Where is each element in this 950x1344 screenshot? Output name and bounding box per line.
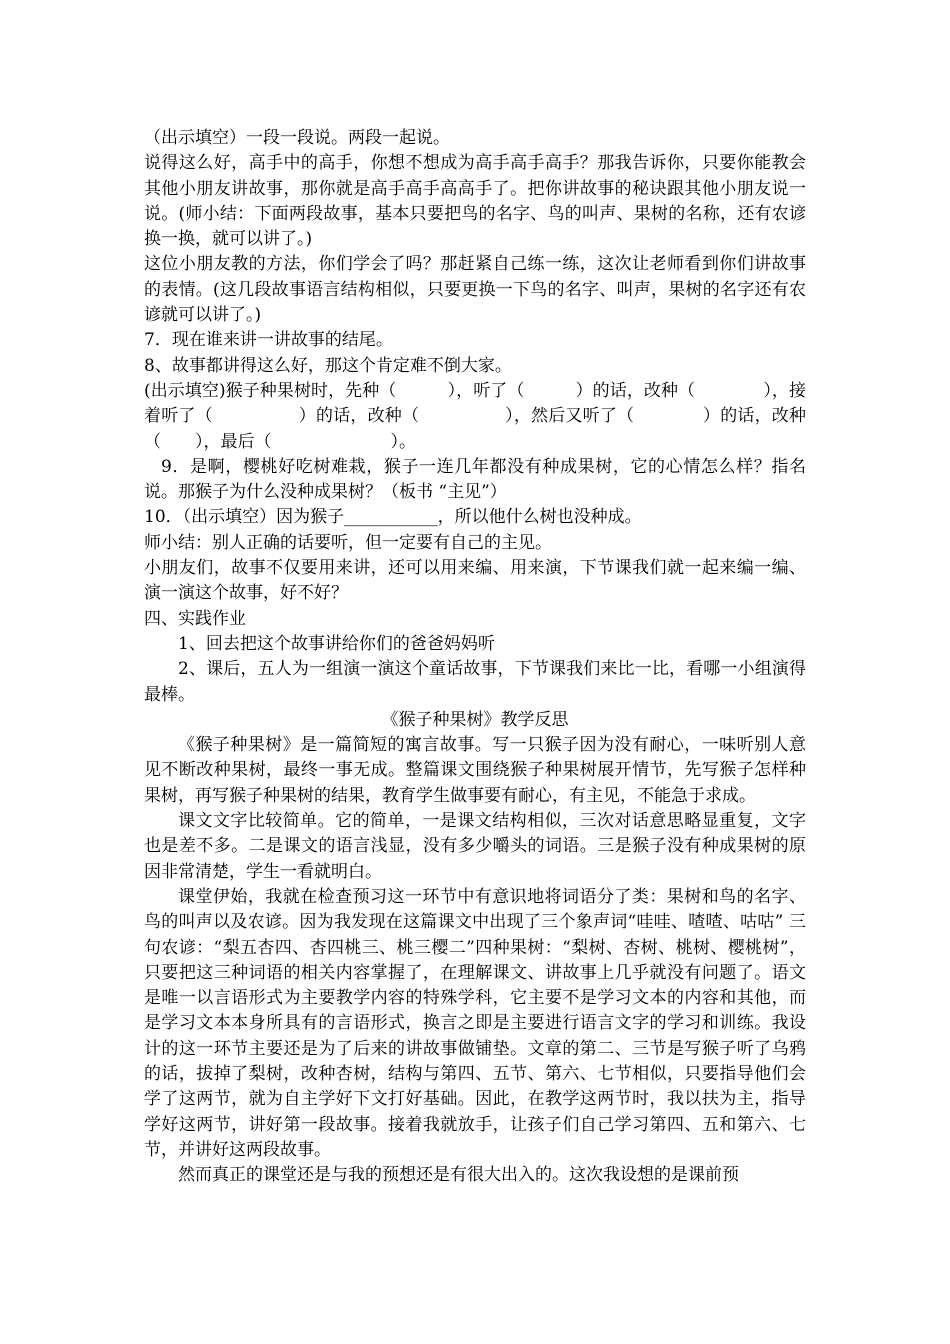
paragraph-fill-in-intro: （出示填空）一段一段说。两段一起说。 xyxy=(144,128,450,148)
reflection-paragraph-2: 课文文字比较简单。它的简单，一是课文结构相似，三次对话意思略显重复，文字也是差不多。二是课文的语言浅显，没有多少嚼头的词语。三是猴子没有种成果树的原因非常清楚，学生一看就明白。 xyxy=(144,811,806,882)
document-page xyxy=(144,126,806,1188)
paragraph-step-9: 9．是啊，樱桃好吃树难栽，猴子一连几年都没有种成果树，它的心情怎么样？指名说。那猴子为什么没种成果树？（板书 “主见”） xyxy=(144,456,806,503)
homework-item-2: 2、课后，五人为一组演一演这个童话故事，下节课我们来比一比，看哪一小组演得最棒。 xyxy=(144,659,806,705)
reflection-paragraph-1: 《猴子种果树》是一篇简短的寓言故事。写一只猴子因为没有耐心，一味听别人意见不断改种果树，最终一事无成。整篇课文围绕猴子种果树展开情节，先写猴子怎样种果树，再写猴子种果树的结果，教育学生做事要有耐心，有主见，不能急于求成。 xyxy=(144,735,806,806)
paragraph-master-storyteller: 说得这么好，高手中的高手，你想不想成为高手高手高手？那我告诉你，只要你能教会其他小朋友讲故事，那你就是高手高手高高手了。把你讲故事的秘诀跟其他小朋友说一说。(师小结：下面两段故事，基本只要把鸟的名字、鸟的叫声、果树的名称，还有农谚换一换，就可以讲了。) xyxy=(144,153,806,250)
homework-item-1: 1、回去把这个故事讲给你们的爸爸妈妈听 xyxy=(178,633,495,654)
paragraph-step-7: 7．现在谁来讲一讲故事的结尾。 xyxy=(144,330,393,351)
paragraph-step-10: 10．（出示填空）因为猴子___________，所以他什么树也没种成。 xyxy=(144,507,642,528)
reflection-paragraph-3: 课堂伊始，我就在检查预习这一环节中有意识地将词语分了类：果树和鸟的名字、鸟的叫声以及农谚。因为我发现在这篇课文中出现了三个象声词“哇哇、喳喳、咕咕” 三句农谚：“梨五杏四、杏四桃三、桃三樱二”四种果树：“梨树、杏树、桃树、樱桃树”，只要把这三种词语的相关内容掌握了，在理解课文、讲故事上几乎就没有问题了。语文是唯一以言语形式为主要教学内容的特殊学科，它主要不是学习文本的内容和其他，而是学习文本本身所具有的言语形式，换言之即是主要进行语言文字的学习和训练。我设计的这一环节主要还是为了后来的讲故事做铺垫。文章的第二、三节是写猴子听了乌鸦的话，拔掉了梨树，改种杏树，结构与第四、五节、第六、七节相似，只要指导他们会学了这两节，就为自主学好下文打好基础。因此，在教学这两节时，我以扶为主，指导学好这两节，讲好第一段故事。接着我就放手，让孩子们自己学习第四、五和第六、七节，并讲好这两段故事。 xyxy=(144,886,806,1160)
paragraph-next-lesson: 小朋友们，故事不仅要用来讲，还可以用来编、用来演，下节课我们就一起来编一编、演一演这个故事，好不好？ xyxy=(144,558,806,604)
reflection-paragraph-4: 然而真正的课堂还是与我的预想还是有很大出入的。这次我设想的是课前预 xyxy=(178,1165,739,1186)
paragraph-fill-in-blanks: (出示填空)猴子种果树时，先种（ ），听了（ ）的话，改种（ ），接着听了（ ）的话，改种（ ），然后又听了（ ）的话，改种（ ），最后（ ）。 xyxy=(144,380,806,452)
reflection-title: 《猴子种果树》教学反思 xyxy=(381,709,569,730)
paragraph-teacher-summary: 师小结：别人正确的话要听，但一定要有自己的主见。 xyxy=(144,532,552,553)
section-heading-homework: 四、实践作业 xyxy=(144,608,246,629)
paragraph-practice: 这位小朋友教的方法，你们学会了吗？那赶紧自己练一练，这次让老师看到你们讲故事的表情。(这几段故事语言结构相似，只要更换一下鸟的名字、叫声，果树的名字还有农谚就可以讲了。) xyxy=(144,254,806,326)
paragraph-step-8: 8、故事都讲得这么好，那这个肯定难不倒大家。 xyxy=(144,355,512,376)
